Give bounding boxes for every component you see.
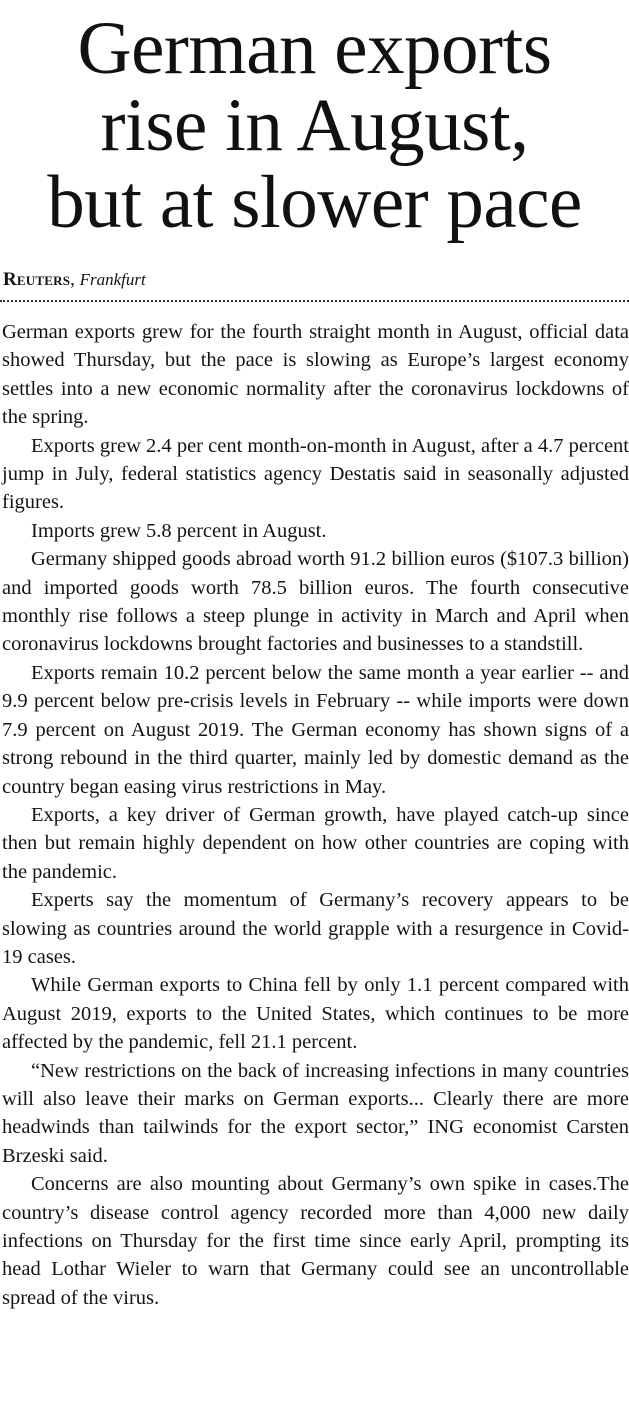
article-paragraph: Exports grew 2.4 per cent month-on-month in August, after a 4.7 percent jump in July, federal statistics agency Destatis said in seasonally adjusted figures. — [2, 434, 629, 514]
headline-line: rise in August, — [100, 84, 529, 167]
article-paragraph: Exports remain 10.2 percent below the same month a year earlier -- and 9.9 percent below pre-crisis levels in February -- while imports were down 7.9 percent on August 2019. The German economy has shown signs of a strong rebound in the third quarter, mainly led by domestic demand as the country began easing virus restrictions in May. — [2, 661, 629, 798]
article-paragraph: German exports grew for the fourth straight month in August, official data showed Thursday, but the pace is slowing as Europe’s largest economy settles into a new economic normality after the coronavirus lockdowns of the spring. — [2, 321, 629, 429]
article-paragraph: “New restrictions on the back of increasing infections in many countries will also leave their marks on German exports... Clearly there are more headwinds than tailwinds for the export sector,” ING economist Carsten Brzeski said. — [2, 1059, 629, 1167]
article-paragraph: Exports, a key driver of German growth, have played catch-up since then but remain highly dependent on how other countries are coping with the pandemic. — [2, 803, 629, 883]
byline — [3, 268, 146, 292]
byline-dateline: Frankfurt — [79, 270, 146, 289]
headline-line: German exports — [77, 7, 552, 90]
article-paragraph: Germany shipped goods abroad worth 91.2 billion euros ($107.3 billion) and imported goods worth 78.5 billion euros. The fourth consecutive monthly rise follows a steep plunge in activity in March and April when coronavirus lockdowns brought factories and businesses to a standstill. — [2, 548, 629, 656]
headline — [0, 7, 629, 244]
byline-agency: Reuters — [3, 269, 71, 290]
dotted-divider — [0, 300, 629, 302]
article-paragraph: Imports grew 5.8 percent in August. — [31, 519, 327, 542]
article-paragraph: Concerns are also mounting about Germany’s own spike in cases.The country’s disease control agency recorded more than 4,000 new daily infections on Thursday for the first time since early April, prompting its head Lothar Wieler to warn that Germany could see an uncontrollable spread of the virus. — [2, 1173, 629, 1309]
article-body — [2, 318, 629, 1312]
article-paragraph: While German exports to China fell by only 1.1 percent compared with August 2019, exports to the United States, which continues to be more affected by the pandemic, fell 21.1 percent. — [2, 974, 629, 1054]
article-paragraph: Experts say the momentum of Germany’s recovery appears to be slowing as countries around the world grapple with a resurgence in Covid-19 cases. — [2, 889, 629, 968]
headline-line: but at slower pace — [47, 161, 582, 244]
byline-separator: , — [70, 269, 75, 290]
